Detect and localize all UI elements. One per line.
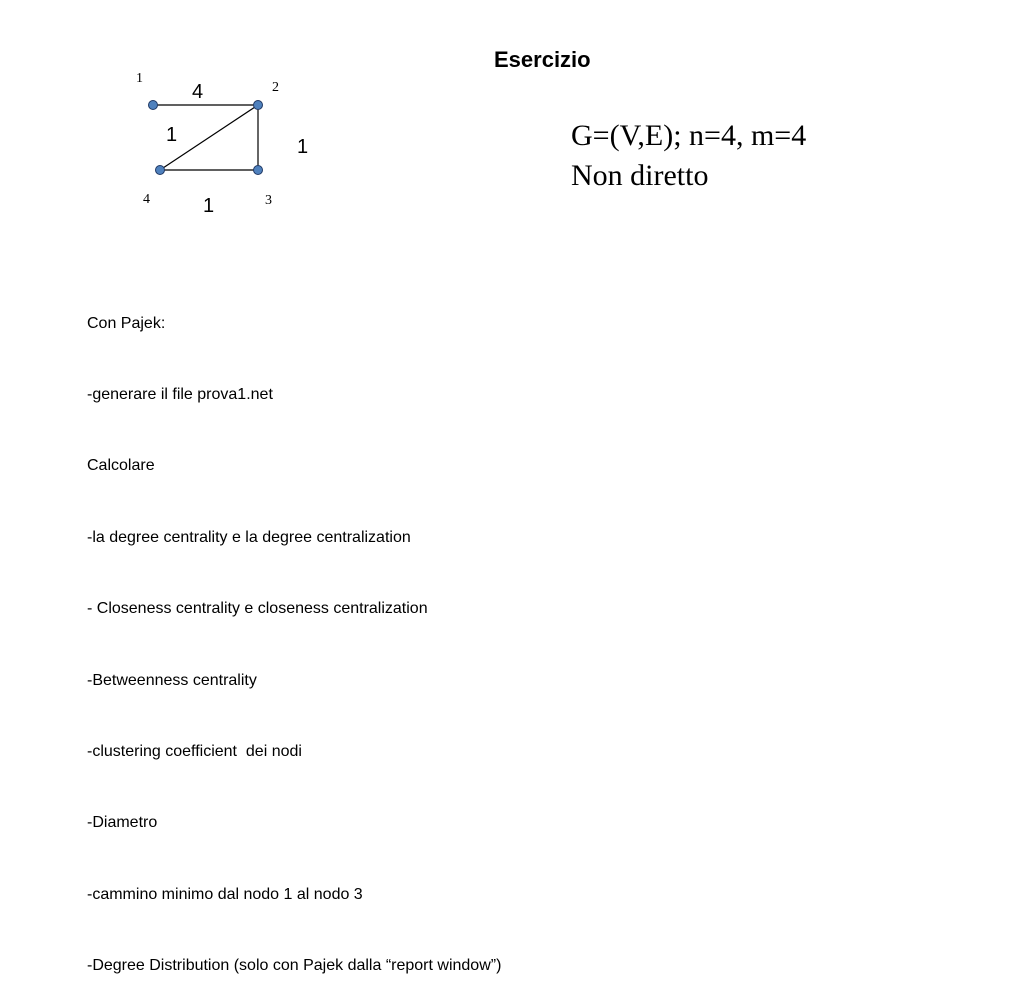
node-label-4: 4 [143, 192, 150, 207]
instruction-line: -clustering coefficient dei nodi [87, 742, 302, 760]
edge-weight-2-3: 1 [297, 136, 309, 158]
node-1 [149, 101, 158, 110]
instruction-line: -generare il file prova1.net [87, 385, 273, 403]
slide-title: Esercizio [494, 47, 591, 72]
node-3 [254, 166, 263, 175]
graph-definition: G=(V,E); n=4, m=4 [571, 119, 807, 152]
node-label-1: 1 [136, 71, 143, 86]
instruction-line: - Closeness centrality e closeness centralization [87, 600, 428, 618]
instruction-line: -la degree centrality e la degree centralization [87, 528, 411, 546]
instructions-list [87, 264, 501, 1002]
node-label-3: 3 [265, 193, 272, 208]
edge-weight-1-2: 4 [192, 81, 204, 103]
instruction-line: -Degree Distribution (solo con Pajek dalla “report window”) [87, 957, 502, 975]
edge-weight-2-4: 1 [166, 124, 178, 146]
node-2 [254, 101, 263, 110]
graph-type: Non diretto [571, 159, 709, 192]
graph-info [571, 116, 806, 196]
node-4 [156, 166, 165, 175]
instruction-line: Calcolare [87, 457, 155, 475]
edge-weight-4-3: 1 [203, 195, 215, 217]
instruction-line: -cammino minimo dal nodo 1 al nodo 3 [87, 885, 363, 903]
instruction-line: -Diametro [87, 814, 158, 832]
instruction-line: -Betweenness centrality [87, 671, 257, 689]
node-label-2: 2 [272, 80, 279, 95]
instruction-line: Con Pajek: [87, 314, 166, 332]
